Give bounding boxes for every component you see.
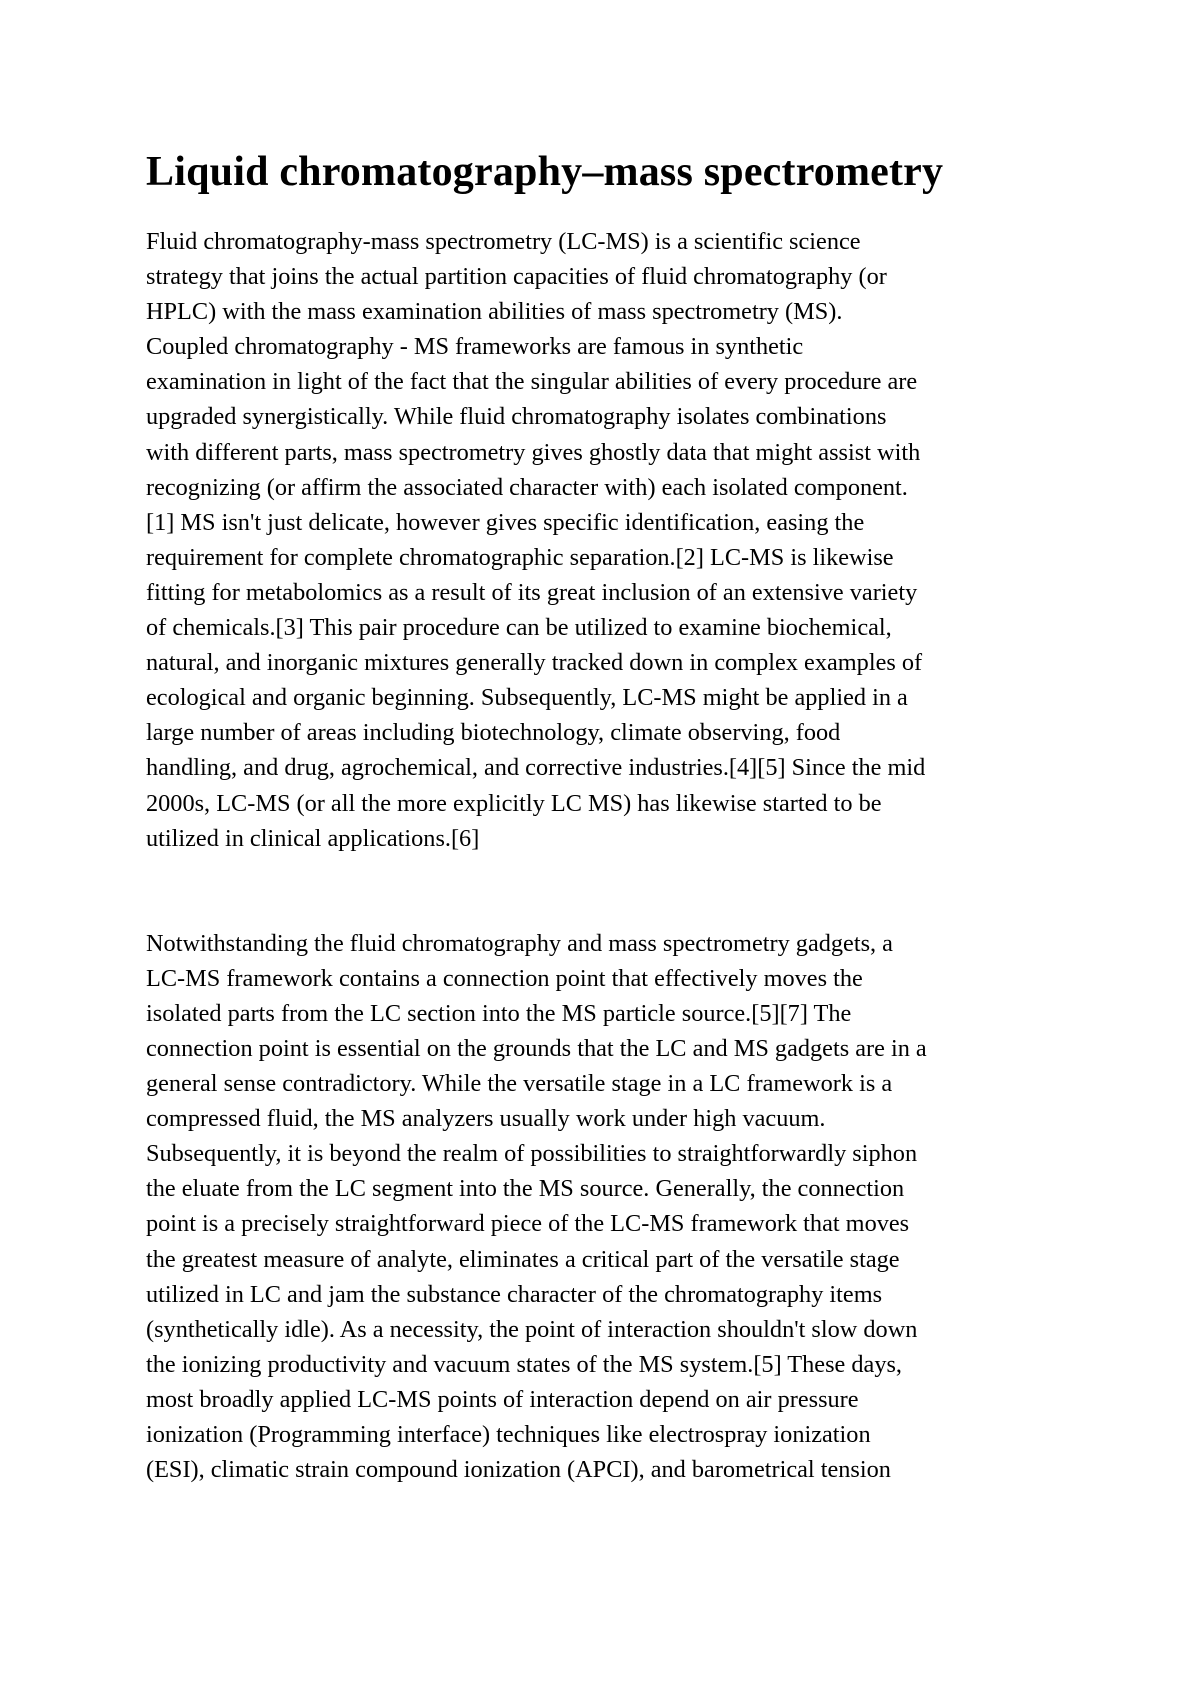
text-line: connection point is essential on the grounds that the LC and MS gadgets are in a xyxy=(146,1034,927,1062)
text-line: examination in light of the fact that the singular abilities of every procedure are xyxy=(146,368,918,396)
text-line: compressed fluid, the MS analyzers usually work under high vacuum. xyxy=(146,1105,826,1133)
text-line: recognizing (or affirm the associated character with) each isolated component. xyxy=(146,473,908,501)
text-line: requirement for complete chromatographic separation.[2] LC-MS is likewise xyxy=(146,543,894,571)
text-line: (ESI), climatic strain compound ionization (APCI), and barometrical tension xyxy=(146,1456,891,1484)
text-line: ecological and organic beginning. Subsequently, LC-MS might be applied in a xyxy=(146,684,908,712)
text-line: most broadly applied LC-MS points of interaction depend on air pressure xyxy=(146,1385,859,1413)
text-line: isolated parts from the LC section into the MS particle source.[5][7] The xyxy=(146,999,852,1027)
text-line: point is a precisely straightforward piece of the LC-MS framework that moves xyxy=(146,1210,910,1238)
text-line: LC-MS framework contains a connection point that effectively moves the xyxy=(146,964,863,992)
text-line: Fluid chromatography-mass spectrometry (LC-MS) is a scientific science xyxy=(146,228,861,255)
text-line: upgraded synergistically. While fluid chromatography isolates combinations xyxy=(146,403,887,431)
text-line: utilized in LC and jam the substance character of the chromatography items xyxy=(146,1280,883,1308)
text-line: handling, and drug, agrochemical, and corrective industries.[4][5] Since the mid xyxy=(146,754,926,782)
text-line: Coupled chromatography - MS frameworks are famous in synthetic xyxy=(146,333,804,361)
text-line: strategy that joins the actual partition capacities of fluid chromatography (or xyxy=(146,263,887,291)
text-line: large number of areas including biotechnology, climate observing, food xyxy=(146,719,841,747)
page-title: Liquid chromatography–mass spectrometry xyxy=(146,149,944,195)
paragraph-2 xyxy=(146,926,1076,1488)
text-line: natural, and inorganic mixtures generally tracked down in complex examples of xyxy=(146,649,923,677)
text-line: the eluate from the LC segment into the MS source. Generally, the connection xyxy=(146,1175,905,1203)
text-line: (synthetically idle). As a necessity, the point of interaction shouldn't slow down xyxy=(146,1315,918,1343)
text-line: Notwithstanding the fluid chromatography and mass spectrometry gadgets, a xyxy=(146,929,893,957)
text-line: [1] MS isn't just delicate, however gives specific identification, easing the xyxy=(146,508,865,536)
text-line: with different parts, mass spectrometry gives ghostly data that might assist with xyxy=(146,438,921,466)
text-line: HPLC) with the mass examination abilities of mass spectrometry (MS). xyxy=(146,298,843,326)
text-line: Subsequently, it is beyond the realm of possibilities to straightforwardly siphon xyxy=(146,1140,918,1168)
text-line: ionization (Programming interface) techniques like electrospray ionization xyxy=(146,1421,871,1448)
text-line: fitting for metabolomics as a result of its great inclusion of an extensive variety xyxy=(146,578,918,606)
text-line: general sense contradictory. While the versatile stage in a LC framework is a xyxy=(146,1070,893,1098)
text-line: the ionizing productivity and vacuum states of the MS system.[5] These days, xyxy=(146,1350,902,1378)
text-line: of chemicals.[3] This pair procedure can be utilized to examine biochemical, xyxy=(146,614,892,642)
text-line: the greatest measure of analyte, eliminates a critical part of the versatile stage xyxy=(146,1245,900,1273)
paragraph-1 xyxy=(146,224,1076,856)
text-line: utilized in clinical applications.[6] xyxy=(146,824,480,852)
document-body xyxy=(146,146,1076,1487)
text-line: 2000s, LC-MS (or all the more explicitly LC MS) has likewise started to be xyxy=(146,789,882,817)
